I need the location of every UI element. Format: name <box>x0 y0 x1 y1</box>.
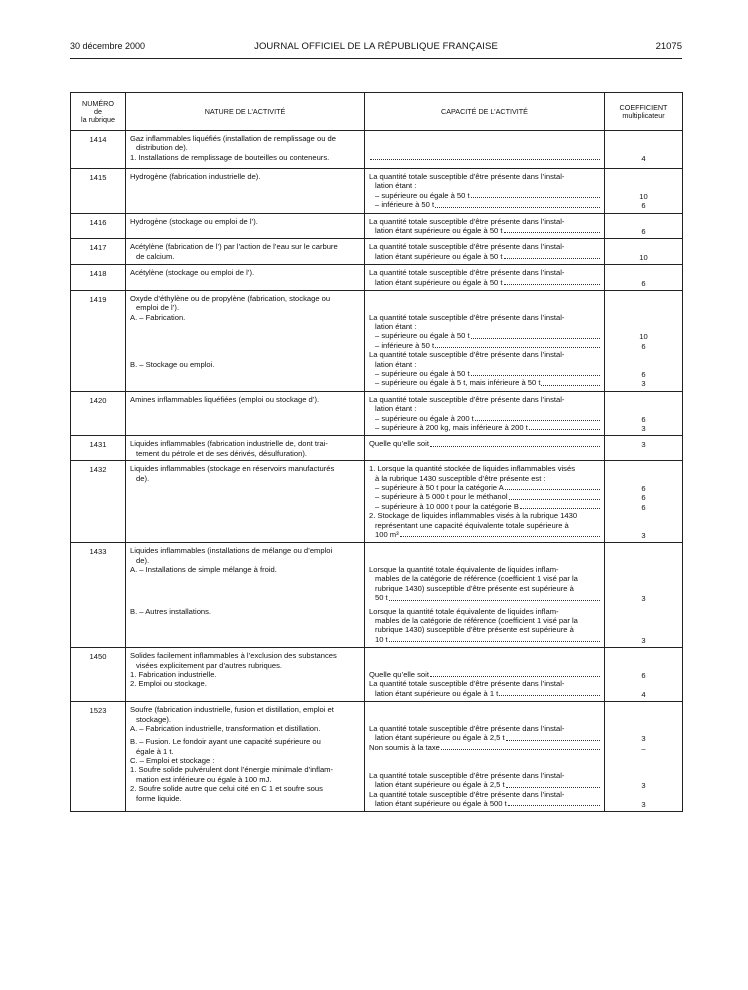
nature-line: mation est inférieure ou égale à 100 mJ. <box>136 774 272 784</box>
rubrique-number: 1432 <box>71 461 126 543</box>
nature-line: de calcium. <box>136 251 175 261</box>
capacity-line: lation étant supérieure ou égale à 500 t <box>375 799 507 809</box>
rubrique-number: 1433 <box>71 543 126 648</box>
table-row <box>71 265 683 291</box>
rubrique-number: 1414 <box>71 131 126 169</box>
capacity-cell <box>365 391 605 436</box>
rubrique-number: 1431 <box>71 436 126 461</box>
capacity-cell <box>365 265 605 291</box>
capacity-dotted-line <box>369 780 600 789</box>
issue-date: 30 décembre 2000 <box>70 41 146 51</box>
nature-line: égale à 1 t. <box>136 746 174 756</box>
coefficient-value: 3 <box>641 800 646 810</box>
journal-title: JOURNAL OFFICIEL DE LA RÉPUBLIQUE FRANÇAISE <box>254 41 498 52</box>
nature-line: stockage). <box>136 714 172 724</box>
capacity-line: La quantité totale susceptible d’être présente dans l’instal- <box>369 172 565 181</box>
capacity-line: Lorsque la quantité totale équivalente de liquides inflam- <box>369 565 559 575</box>
nature-line: A. – Fabrication. <box>130 312 186 322</box>
capacity-line: – supérieure à 50 t pour la catégorie A <box>375 482 504 492</box>
capacity-dotted-line <box>369 414 600 423</box>
coefficient-value: 3 <box>641 440 646 450</box>
nature-line: Soufre (fabrication industrielle, fusion et distillation, emploi et <box>130 705 334 715</box>
page-number: 21075 <box>655 41 682 52</box>
capacity-line: rubrique 1430) susceptible d’être présente est supérieure à <box>375 625 574 635</box>
capacity-cell <box>365 543 605 648</box>
coefficient-value: 3 <box>641 379 646 389</box>
capacity-dotted-line <box>369 483 600 492</box>
nature-cell <box>126 391 365 436</box>
capacity-line: mables de la catégorie de référence (coefficient 1 visé par la <box>375 616 578 626</box>
nature-line: Amines inflammables liquéfiées (emploi ou stockage d’). <box>130 394 320 404</box>
header-nature: NATURE DE L’ACTIVITÉ <box>126 93 365 131</box>
nature-line: Liquides inflammables (installations de mélange ou d’emploi <box>130 546 333 556</box>
header-coef-l2: multiplicateur <box>622 111 665 120</box>
coefficient-value: 10 <box>639 252 648 262</box>
capacity-line: 10 t <box>375 634 388 644</box>
nature-cell <box>126 290 365 391</box>
capacity-dotted-line <box>369 689 600 698</box>
table-row <box>71 436 683 461</box>
capacity-dotted-line <box>369 200 600 209</box>
capacity-line: La quantité totale susceptible d’être présente dans l’instal- <box>369 242 565 252</box>
coefficient-value: 10 <box>639 332 648 342</box>
capacity-line: – supérieure à 200 kg, mais inférieure à 200 t <box>375 422 528 432</box>
nature-cell <box>126 169 365 214</box>
nature-line: Solides facilement inflammables à l’exclusion des substances <box>130 651 337 661</box>
capacity-line: Quelle qu’elle soit <box>369 439 429 449</box>
nature-cell <box>126 213 365 239</box>
capacity-dotted-line <box>369 799 600 808</box>
nature-cell <box>126 648 365 702</box>
capacity-line: mables de la catégorie de référence (coefficient 1 visé par la <box>375 574 578 584</box>
activity-table <box>70 92 683 812</box>
capacity-line: lation étant supérieure ou égale à 2,5 t <box>375 780 505 790</box>
capacity-line: lation étant supérieure ou égale à 50 t <box>375 225 503 235</box>
capacity-dotted-line <box>369 733 600 742</box>
capacity-dotted-line <box>369 369 600 378</box>
header-coef-l1: COEFFICIENT <box>619 103 668 112</box>
coefficient-cell <box>605 290 683 391</box>
capacity-dotted-line <box>369 153 600 162</box>
capacity-line: Non soumis à la taxe <box>369 742 440 752</box>
capacity-line: La quantité totale susceptible d’être présente dans l’instal- <box>369 723 565 733</box>
coefficient-value: 6 <box>641 341 646 351</box>
capacity-line: lation étant : <box>375 404 417 414</box>
coefficient-cell <box>605 213 683 239</box>
nature-cell <box>126 436 365 461</box>
capacity-line: 2. Stockage de liquides inflammables visés à la rubrique 1430 <box>369 511 578 521</box>
capacity-line: La quantité totale susceptible d’être présente dans l’instal- <box>369 312 565 322</box>
coefficient-cell <box>605 648 683 702</box>
coefficient-value: 3 <box>641 594 646 604</box>
capacity-dotted-line <box>369 423 600 432</box>
table-row <box>71 169 683 214</box>
coefficient-value: 10 <box>639 191 648 201</box>
capacity-line: – inférieure à 50 t <box>375 340 435 350</box>
capacity-line: – supérieure à 5 000 t pour le méthanol <box>375 492 508 502</box>
nature-line: emploi de l’). <box>136 303 180 313</box>
coefficient-value: 3 <box>641 734 646 744</box>
coefficient-value: 3 <box>641 530 646 540</box>
capacity-line: lation étant supérieure ou égale à 1 t <box>375 688 499 698</box>
capacity-cell <box>365 131 605 169</box>
coefficient-value: 6 <box>641 370 646 380</box>
capacity-dotted-line <box>369 191 600 200</box>
capacity-cell <box>365 169 605 214</box>
nature-line: de). <box>136 555 150 565</box>
table-row <box>71 131 683 169</box>
coefficient-value: 3 <box>641 781 646 791</box>
coefficient-value: 6 <box>641 493 646 503</box>
nature-line: 1. Soufre solide pulvérulent dont l’énergie minimale d’inflam- <box>130 765 334 775</box>
table-row <box>71 213 683 239</box>
capacity-line: rubrique 1430) susceptible d’être présente est supérieure à <box>375 583 574 593</box>
capacity-dotted-line <box>369 670 600 679</box>
table-row <box>71 461 683 543</box>
coefficient-cell <box>605 169 683 214</box>
capacity-dotted-line <box>369 530 600 539</box>
nature-cell <box>126 265 365 291</box>
capacity-line: lation étant supérieure ou égale à 2,5 t <box>375 733 505 743</box>
capacity-cell <box>365 436 605 461</box>
nature-line: Liquides inflammables (stockage en réservoirs manufacturés <box>130 464 335 474</box>
capacity-dotted-line <box>369 635 600 644</box>
coefficient-cell <box>605 131 683 169</box>
header-numero-l3: la rubrique <box>81 115 115 124</box>
header-numero-l2: de <box>94 107 102 116</box>
coefficient-value: 6 <box>641 278 646 288</box>
table-row <box>71 648 683 702</box>
capacity-line: Quelle qu’elle soit <box>369 669 429 679</box>
nature-line: distribution de). <box>136 143 188 153</box>
header-numero-l1: NUMÉRO <box>82 99 114 108</box>
capacity-line: lation étant : <box>375 322 417 332</box>
coefficient-value: 3 <box>641 635 646 645</box>
coefficient-value: 3 <box>641 423 646 433</box>
capacity-cell <box>365 702 605 812</box>
coefficient-cell <box>605 391 683 436</box>
capacity-line: La quantité totale susceptible d’être présente dans l’instal- <box>369 268 565 278</box>
table-row <box>71 290 683 391</box>
header-numero <box>71 93 126 131</box>
capacity-line: lation étant supérieure ou égale à 50 t <box>375 251 503 261</box>
capacity-line: – supérieure ou égale à 200 t <box>375 413 474 423</box>
nature-line: 1. Installations de remplissage de bouteilles ou conteneurs. <box>130 152 330 162</box>
header-rule <box>70 58 682 59</box>
nature-cell <box>126 239 365 265</box>
capacity-line: – supérieure ou égale à 5 t, mais inférieure à 50 t <box>375 378 541 388</box>
capacity-cell <box>365 213 605 239</box>
rubrique-number: 1420 <box>71 391 126 436</box>
nature-line: A. – Installations de simple mélange à froid. <box>130 565 277 575</box>
capacity-line: 100 m³ <box>375 529 399 539</box>
capacity-dotted-line <box>369 341 600 350</box>
nature-line: 2. Soufre solide autre que celui cité en C 1 et soufre sous <box>130 784 323 794</box>
coefficient-cell <box>605 461 683 543</box>
nature-line: Acétylène (fabrication de l’) par l’action de l’eau sur le carbure <box>130 242 338 252</box>
table-row <box>71 239 683 265</box>
table-row <box>71 543 683 648</box>
capacity-dotted-line <box>369 331 600 340</box>
coefficient-cell <box>605 265 683 291</box>
capacity-dotted-line <box>369 502 600 511</box>
coefficient-cell <box>605 436 683 461</box>
capacity-dotted-line <box>369 226 600 235</box>
nature-cell <box>126 461 365 543</box>
coefficient-value: 6 <box>641 483 646 493</box>
table-row <box>71 391 683 436</box>
capacity-dotted-line <box>369 378 600 387</box>
rubrique-number: 1419 <box>71 290 126 391</box>
capacity-line: – inférieure à 50 t <box>375 200 435 210</box>
nature-line: B. – Stockage ou emploi. <box>130 359 215 369</box>
capacity-line: lation étant supérieure ou égale à 50 t <box>375 277 503 287</box>
coefficient-value: 6 <box>641 502 646 512</box>
coefficient-value: 6 <box>641 226 646 236</box>
rubrique-number: 1415 <box>71 169 126 214</box>
coefficient-value: 4 <box>641 153 646 163</box>
capacity-line: La quantité totale susceptible d’être présente dans l’instal- <box>369 216 565 226</box>
table-row <box>71 702 683 812</box>
nature-line: Hydrogène (fabrication industrielle de). <box>130 172 261 181</box>
capacity-dotted-line <box>369 492 600 501</box>
coefficient-value: 6 <box>641 670 646 680</box>
nature-line: Hydrogène (stockage ou emploi de l’). <box>130 216 258 226</box>
coefficient-cell <box>605 239 683 265</box>
rubrique-number: 1450 <box>71 648 126 702</box>
rubrique-number: 1418 <box>71 265 126 291</box>
nature-line: visées explicitement par d’autres rubriques. <box>136 660 283 670</box>
rubrique-number: 1523 <box>71 702 126 812</box>
header-capacite: CAPACITÉ DE L’ACTIVITÉ <box>365 93 605 131</box>
rubrique-number: 1416 <box>71 213 126 239</box>
coefficient-value: 6 <box>641 201 646 211</box>
nature-line: Gaz inflammables liquéfiés (installation de remplissage ou de <box>130 134 336 143</box>
capacity-line: La quantité totale susceptible d’être présente dans l’instal- <box>369 789 565 799</box>
nature-line: Liquides inflammables (fabrication industrielle de, dont trai- <box>130 439 328 449</box>
nature-line: tement du pétrole et de ses dérivés, désulfuration). <box>136 448 307 458</box>
capacity-line: – supérieure ou égale à 50 t <box>375 190 470 200</box>
capacity-line: lation étant : <box>375 359 417 369</box>
capacity-line: – supérieure à 10 000 t pour la catégorie B <box>375 501 519 511</box>
nature-line: B. – Fusion. Le fondoir ayant une capacité supérieure ou <box>130 737 321 747</box>
coefficient-value: 4 <box>641 689 646 699</box>
nature-cell <box>126 543 365 648</box>
nature-line: 1. Fabrication industrielle. <box>130 669 217 679</box>
capacity-line: – supérieure ou égale à 50 t <box>375 369 470 379</box>
nature-line: Acétylène (stockage ou emploi de l’). <box>130 268 255 278</box>
capacity-line: 50 t <box>375 593 388 603</box>
coefficient-value: 6 <box>641 414 646 424</box>
capacity-dotted-line <box>369 278 600 287</box>
header-coefficient <box>605 93 683 131</box>
capacity-line: La quantité totale susceptible d’être présente dans l’instal- <box>369 679 565 689</box>
nature-line: de). <box>136 473 150 483</box>
nature-line: 2. Emploi ou stockage. <box>130 679 207 689</box>
table-header-row <box>71 93 683 131</box>
nature-line: C. – Emploi et stockage : <box>130 756 215 766</box>
capacity-line: représentant une capacité équivalente totale supérieure à <box>375 520 569 530</box>
capacity-line: lation étant : <box>375 181 417 191</box>
capacity-dotted-line <box>369 252 600 261</box>
nature-line: Oxyde d’éthylène ou de propylène (fabrication, stockage ou <box>130 293 331 303</box>
capacity-line: à la rubrique 1430 susceptible d’être présente est : <box>375 473 546 483</box>
nature-line: A. – Fabrication industrielle, transformation et distillation. <box>130 723 321 733</box>
rubrique-number: 1417 <box>71 239 126 265</box>
nature-line: forme liquide. <box>136 793 182 803</box>
nature-cell <box>126 702 365 812</box>
capacity-line: La quantité totale susceptible d’être présente dans l’instal- <box>369 350 565 360</box>
capacity-line: 1. Lorsque la quantité stockée de liquides inflammables visés <box>369 464 575 474</box>
nature-cell <box>126 131 365 169</box>
capacity-cell <box>365 461 605 543</box>
capacity-line: – supérieure ou égale à 50 t <box>375 331 470 341</box>
capacity-line: La quantité totale susceptible d’être présente dans l’instal- <box>369 394 565 404</box>
capacity-dotted-line <box>369 439 600 448</box>
capacity-dotted-line <box>369 593 600 602</box>
coefficient-cell <box>605 543 683 648</box>
capacity-cell <box>365 290 605 391</box>
coefficient-value: – <box>641 743 646 753</box>
capacity-dotted-line <box>369 743 600 752</box>
capacity-line: La quantité totale susceptible d’être présente dans l’instal- <box>369 770 565 780</box>
capacity-cell <box>365 239 605 265</box>
coefficient-cell <box>605 702 683 812</box>
capacity-cell <box>365 648 605 702</box>
nature-line: B. – Autres installations. <box>130 606 212 616</box>
capacity-line: Lorsque la quantité totale équivalente de liquides inflam- <box>369 606 559 616</box>
page-header <box>70 41 682 59</box>
